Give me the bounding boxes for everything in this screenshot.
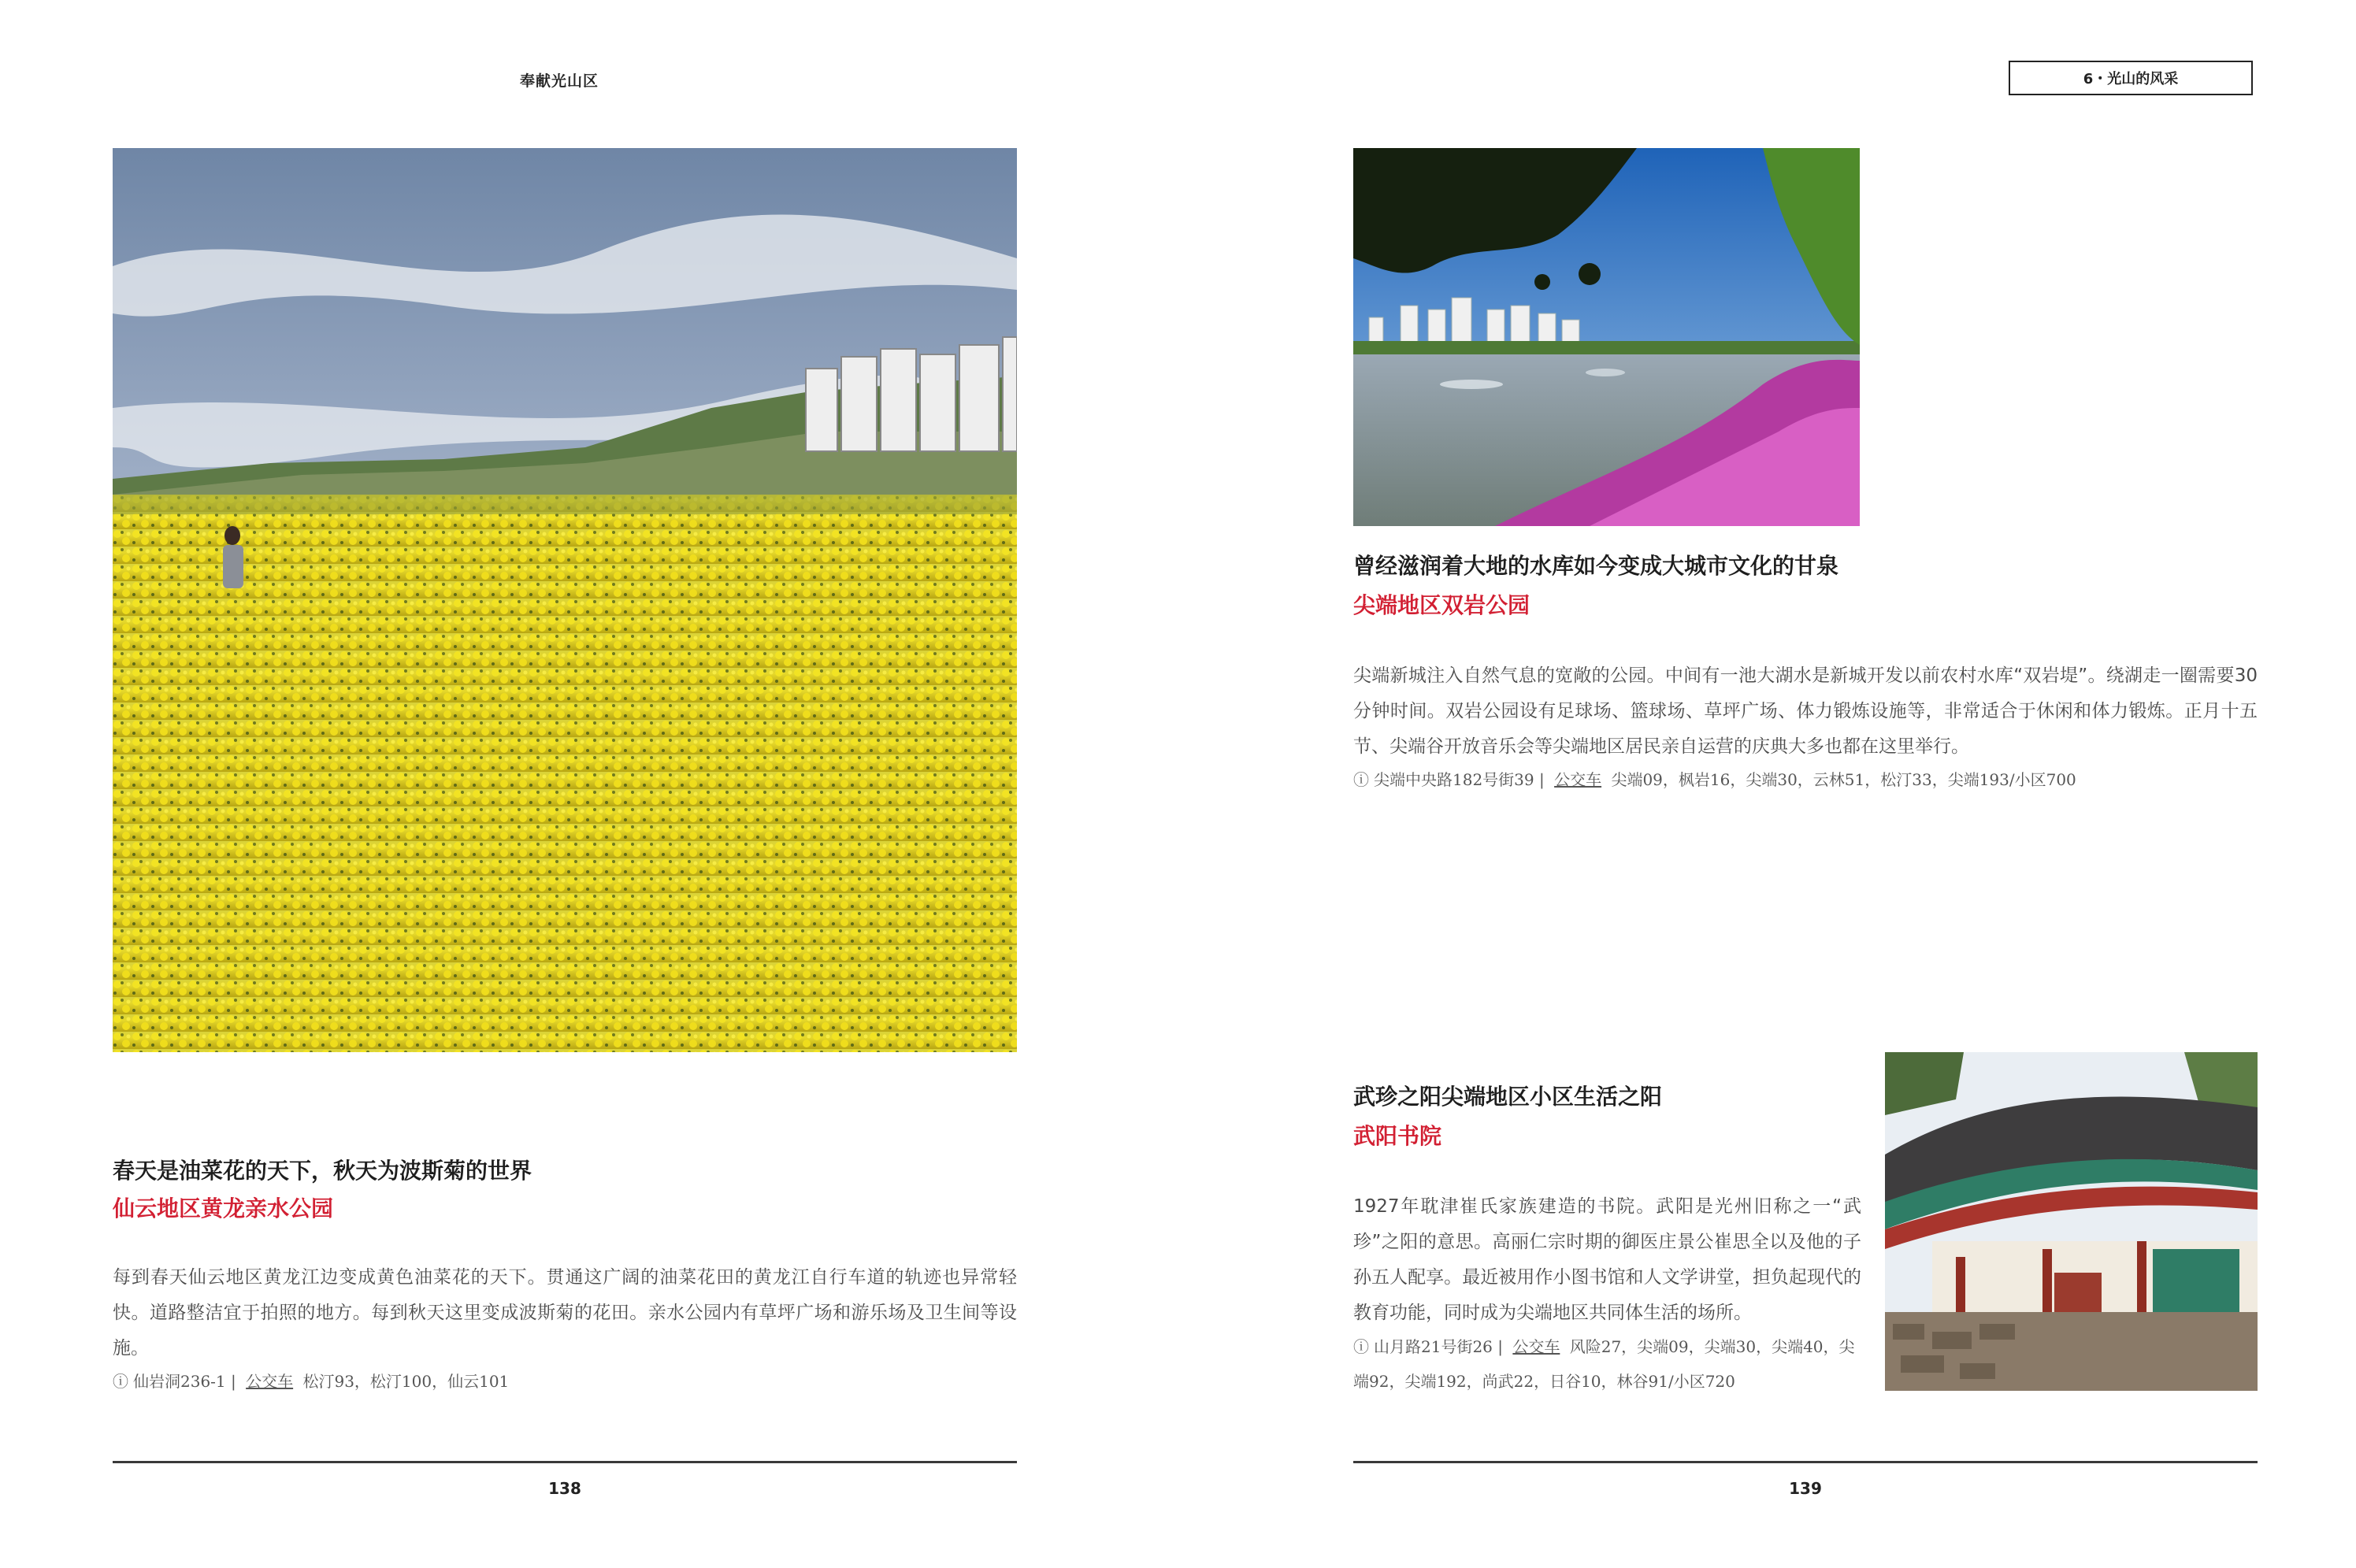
rapeseed-field-photo <box>113 148 1017 1052</box>
bus-label: 公交车 <box>1554 770 1602 789</box>
info-separator: | <box>1497 1337 1504 1356</box>
article2-info <box>1353 1329 1861 1399</box>
page-number: 138 <box>548 1479 581 1498</box>
article-subtitle: 仙云地区黄龙亲水公园 <box>113 1195 334 1221</box>
article2-body: 1927年耽津崔氏家族建造的书院。武阳是光州旧称之一“武珍”之阳的意思。高丽仁宗时期的御医庄景公崔思全以及他的子孙五人配享。最近被用作小图书馆和人文学讲堂，担负起现代的教育功能，同时成为尖端地区共同体生活的场所。 <box>1353 1196 1861 1323</box>
footer-rule <box>1353 1461 2258 1463</box>
article1-info <box>1353 762 2258 797</box>
info-icon: ⓘ <box>113 1372 128 1391</box>
footer-rule <box>113 1461 1017 1463</box>
info-separator: | <box>1538 770 1545 789</box>
running-head: 奉献光山区 <box>520 72 599 90</box>
lake-park-photo <box>1353 148 1860 526</box>
seowon-building-photo <box>1885 1052 2258 1391</box>
address-text: 仙岩洞236-1 <box>133 1372 226 1391</box>
bus-label: 公交车 <box>246 1372 294 1391</box>
address-text: 尖端中央路182号街39 <box>1374 770 1534 789</box>
article-body: 每到春天仙云地区黄龙江边变成黄色油菜花的天下。贯通这广阔的油菜花田的黄龙江自行车道的轨迹也异常轻快。道路整洁宜于拍照的地方。每到秋天这里变成波斯菊的花田。亲水公园内有草坪广场和游乐场及卫生间等设施。 <box>113 1267 1017 1359</box>
page-number: 139 <box>1789 1479 1822 1498</box>
article1-body: 尖端新城注入自然气息的宽敞的公园。中间有一池大湖水是新城开发以前农村水库“双岩堤”。绕湖走一圈需要30分钟时间。双岩公园设有足球场、篮球场、草坪广场、体力锻炼设施等，非常适合于休闲和体力锻炼。正月十五节、尖端谷开放音乐会等尖端地区居民亲自运营的庆典大多也都在这里举行。 <box>1353 665 2258 757</box>
article1-title: 曾经滋润着大地的水库如今变成大城市文化的甘泉 <box>1353 553 1839 579</box>
bus-routes: 尖端09，枫岩16，尖端30，云林51，松汀33，尖端193/小区700 <box>1611 770 2076 789</box>
article-info <box>113 1364 1017 1399</box>
bus-label: 公交车 <box>1512 1337 1560 1356</box>
article2-title: 武珍之阳尖端地区小区生活之阳 <box>1353 1084 1663 1110</box>
bus-routes: 松汀93，松汀100，仙云101 <box>302 1372 510 1391</box>
info-icon: ⓘ <box>1353 770 1369 789</box>
info-icon: ⓘ <box>1353 1337 1369 1356</box>
article-title: 春天是油菜花的天下，秋天为波斯菊的世界 <box>113 1158 532 1184</box>
right-page <box>1178 0 2356 1568</box>
address-text: 山月路21号街26 <box>1374 1337 1493 1356</box>
bus-routes: 风险27，尖端09，尖端30，尖端40，尖端92，尖端192，尚武22，日谷10，林谷91/小区720 <box>1353 1337 1855 1391</box>
article2-subtitle: 武阳书院 <box>1353 1123 1442 1149</box>
chapter-label: 6・光山的风采 <box>2009 61 2253 95</box>
article1-subtitle: 尖端地区双岩公园 <box>1353 592 1530 618</box>
info-separator: | <box>231 1372 236 1391</box>
